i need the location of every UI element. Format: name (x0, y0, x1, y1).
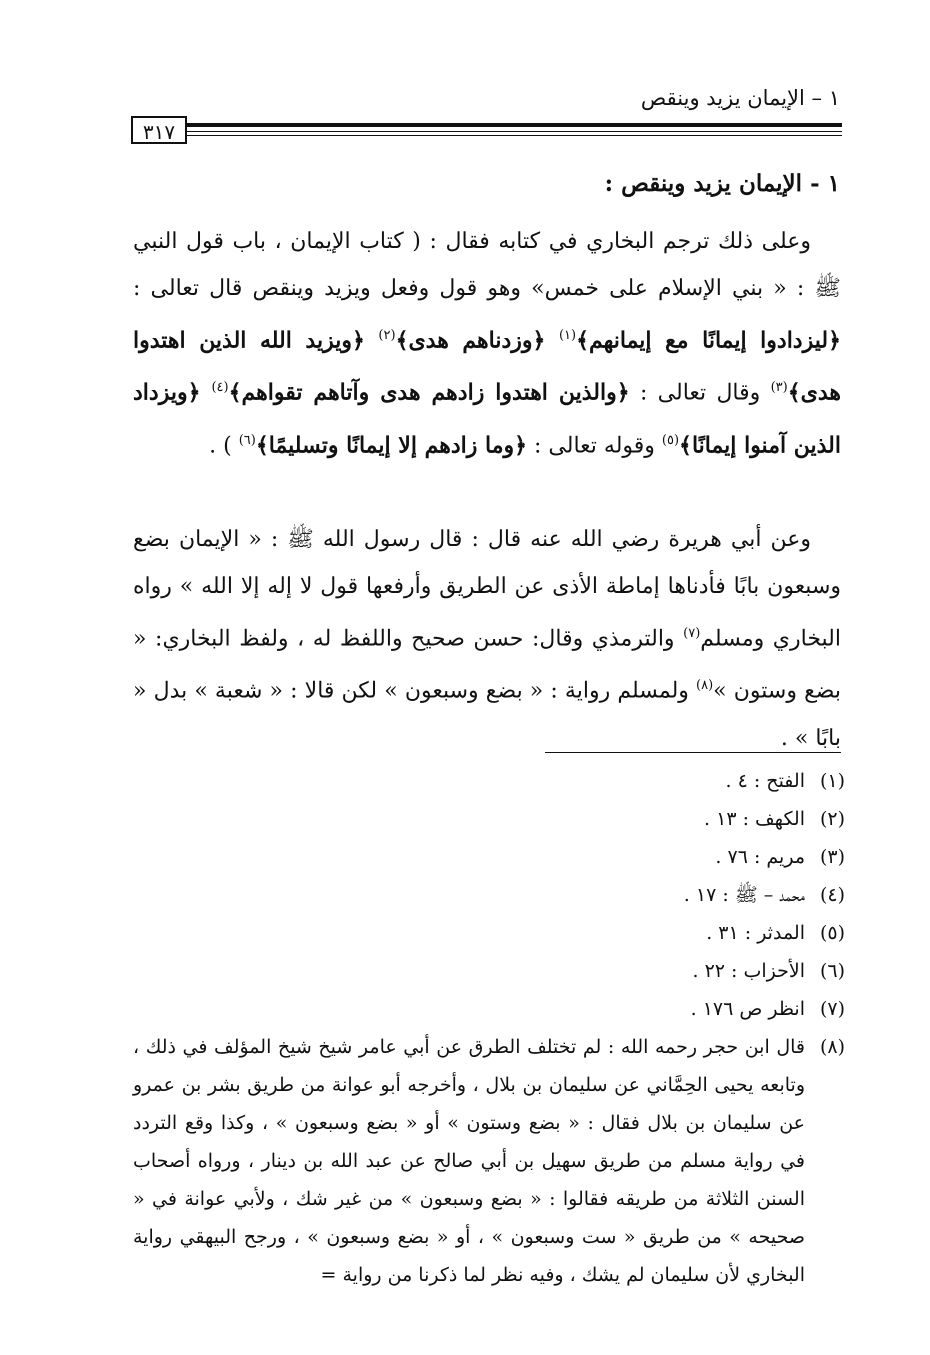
quran-quote-4: ﴿والذين اهتدوا زادهم هدى وآتاهم تقواهم﴾ (228, 379, 630, 406)
footnote-ref-8[interactable]: (٨) (696, 678, 714, 694)
footnote-6 (133, 952, 845, 990)
footnote-text: مريم : ٧٦ . (715, 846, 805, 868)
footnote-2 (133, 800, 845, 838)
footnote-text: الأحزاب : ٢٢ . (692, 960, 805, 982)
body-text-2 (133, 516, 841, 762)
footnote-text: انظر ص ١٧٦ . (690, 998, 805, 1020)
footnote-number: (٧) (819, 998, 845, 1020)
header-rule-thin (187, 131, 842, 132)
footnote-separator (545, 752, 841, 753)
footnote-text: الكهف : ١٣ . (704, 808, 805, 830)
header-rule (187, 123, 842, 127)
quran-quote-1: ﴿ليزدادوا إيمانًا مع إيمانهم﴾ (576, 327, 841, 354)
paragraph-1 (133, 218, 841, 469)
footnote-number: (١) (819, 770, 845, 792)
quran-quote-2: ﴿وزدناهم هدى﴾ (395, 327, 559, 354)
footnote-number: (٢) (819, 808, 845, 830)
footnote-ref-1[interactable]: (١) (558, 328, 577, 343)
footnote-5 (133, 914, 845, 952)
header-rule-thin-2 (187, 135, 842, 136)
footnote-text: قال ابن حجر رحمه الله : لم تختلف الطرق عن أبي عامر شيخ شيخ المؤلف في ذلك ، وتابعه يحيى الحِمَّاني عن سليمان بن بلال ، وأخرجه أبو عوانة من طريق بشر بن عمرو عن سليمان بن بلال فقال : « بضع وستون » أو « بضع وسبعون » ، وكذا وقع التردد في رواية مسلم من طريق سهيل بن أبي صالح عن عبد الله بن دينار ، ورواه أصحاب السنن الثلاثة من طريقه فقالوا : « بضع وسبعون » من غير شك ، ولأبي عوانة في « صحيحه » من طريق « ست وسبعون » ، أو « بضع وسبعون » ، ورجح البيهقي رواية البخاري لأن سليمان لم يشك ، وفيه نظر لما ذكرنا من رواية = (133, 1036, 805, 1286)
para2-text-3: ولمسلم رواية : « بضع وسبعون » لكن قالا : « شعبة » بدل « بابًا » . (133, 678, 841, 751)
para1-text-1: وعلى ذلك ترجم البخاري في كتابه فقال : ( كتاب الإيمان ، باب قول النبي ﷺ : « بني الإسلام على خمس» وهو قول وفعل ويزيد وينقص قال تعالى : (133, 229, 841, 301)
footnote-number: (٦) (819, 960, 845, 982)
quran-quote-5: ﴿ويزداد الذين آمنوا إيمانًا﴾ (133, 379, 841, 458)
footnote-ref-3[interactable]: (٣) (770, 380, 788, 396)
footnote-ref-6[interactable]: (٦) (238, 432, 256, 448)
running-title: ١ – الإيمان يزيد وينقص (640, 86, 840, 110)
footnote-number: (٤) (819, 884, 845, 906)
footnote-4 (133, 876, 845, 914)
footnote-ref-5[interactable]: (٥) (661, 432, 680, 448)
quran-quote-6: ﴿وما زادهم إلا إيمانًا وتسليمًا﴾ (255, 431, 528, 458)
footnote-7 (133, 990, 845, 1028)
section-heading: ١ - الإيمان يزيد وينقص : (604, 170, 840, 197)
paragraph-2 (133, 516, 841, 762)
para1-text-2: وقال تعالى : (629, 380, 771, 406)
footnote-text: الفتح : ٤ . (725, 770, 805, 792)
page-number: ٣١٧ (131, 116, 187, 144)
footnote-text: المدثر : ٣١ . (706, 922, 805, 944)
footnote-ref-2[interactable]: (٢) (378, 328, 396, 343)
footnote-3 (133, 838, 845, 876)
body-text (133, 218, 841, 469)
para1-text-3: وقوله تعالى : (527, 432, 662, 458)
footnote-number: (٣) (819, 846, 845, 868)
footnote-ref-4[interactable]: (٤) (211, 380, 229, 396)
footnote-text: محمد – ﷺ : ١٧ . (683, 884, 805, 906)
para1-text-4: ) . (209, 432, 239, 458)
footnote-1 (133, 762, 845, 800)
footnote-8 (133, 1028, 845, 1294)
footnote-ref-7[interactable]: (٧) (683, 626, 701, 641)
footnote-number: (٥) (819, 922, 845, 944)
footnotes (133, 762, 845, 1294)
para2-text-1: وعن أبي هريرة رضي الله عنه قال : قال رسول الله ﷺ : « الإيمان بضع وسبعون بابًا فأدناها إماطة الأذى عن الطريق وأرفعها قول لا إله إلا الله » رواه البخاري ومسلم (133, 527, 841, 652)
footnote-number: (٨) (819, 1036, 845, 1058)
quran-quote-3: ﴿ويزيد الله الذين اهتدوا هدى﴾ (133, 327, 841, 406)
para2-text-2: والترمذي وقال: حسن صحيح واللفظ له ، ولفظ البخاري: « بضع وستون » (133, 626, 841, 704)
